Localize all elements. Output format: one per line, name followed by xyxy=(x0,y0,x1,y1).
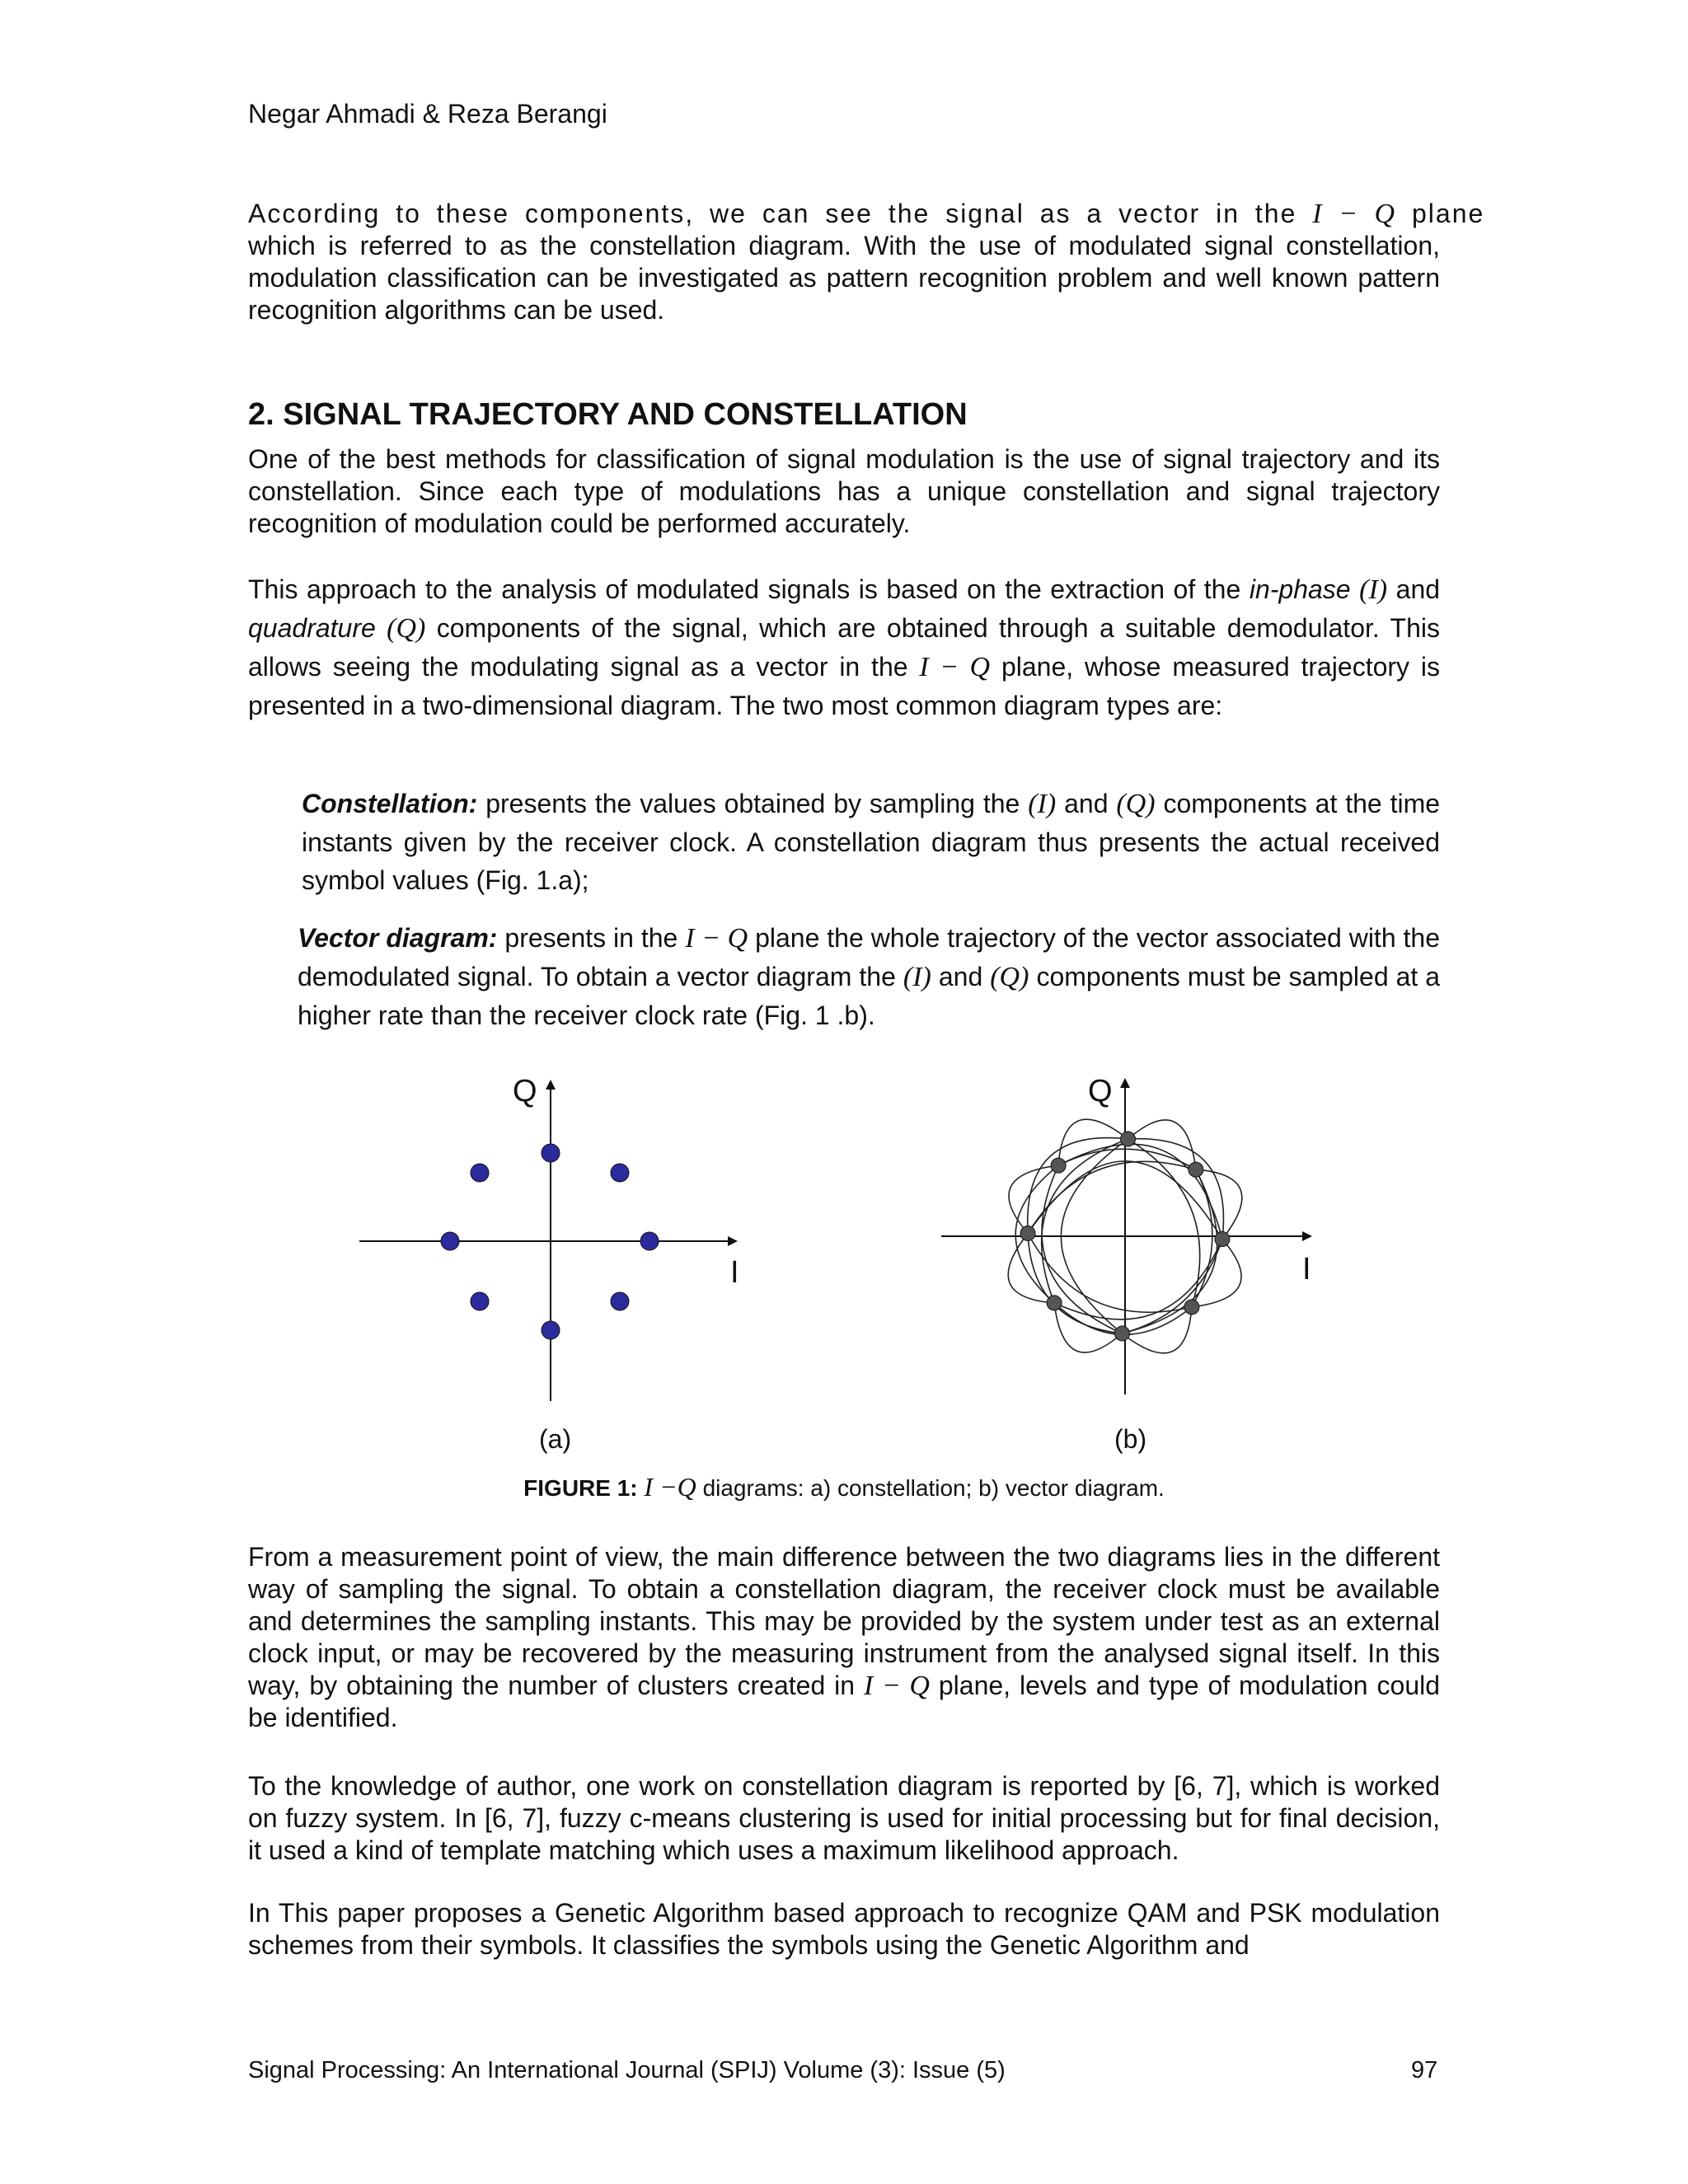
constellation-point xyxy=(441,1232,459,1250)
trajectory-symbol xyxy=(1215,1232,1230,1247)
trajectory-curve xyxy=(1128,1139,1200,1307)
trajectory-symbol xyxy=(1114,1326,1129,1341)
body-paragraph-5: In This paper proposes a Genetic Algorithm based approach to recognize QAM and PSK modulation schemes from their symbols. It classifies the symbols using the Genetic Algorithm and xyxy=(248,1898,1440,1960)
constellation-point xyxy=(611,1292,629,1310)
subfigure-label-b: (b) xyxy=(1114,1424,1147,1454)
trajectory-curve xyxy=(1128,1139,1224,1240)
body-paragraph-3: From a measurement point of view, the main difference between the two diagrams lies in the different way of sampling the signal. To obtain a constellation diagram, the receiver clock must be available and determines the sampling instants. This may be provided by the system under test as an external clock input, or may be recovered by the measuring instrument from the analysed signal itself. In this way, by obtaining the number of clusters created in I − Q plane, levels and type of modulation could be identified. xyxy=(248,1542,1441,1732)
section-title: 2. SIGNAL TRAJECTORY AND CONSTELLATION xyxy=(248,397,968,432)
body-paragraph-4: To the knowledge of author, one work on constellation diagram is reported by [6, 7], which is worked on fuzzy system. In [6, 7], fuzzy c-means clustering is used for initial processing but for final decision, it used a kind of template matching which uses a maximum likelihood approach. xyxy=(248,1771,1440,1865)
constellation-point xyxy=(471,1292,489,1310)
figure-caption: FIGURE 1: I −Q diagrams: a) constellation; b) vector diagram. xyxy=(523,1472,1165,1502)
constellation-point xyxy=(542,1321,560,1339)
vector-diagram xyxy=(941,1074,1311,1394)
vector-diagram-term: Vector diagram: xyxy=(298,923,498,953)
trajectory-curve xyxy=(1192,1169,1212,1307)
trajectory-symbol xyxy=(1121,1132,1136,1146)
trajectory-curve xyxy=(1122,1240,1221,1333)
trajectory-symbol xyxy=(1020,1226,1035,1240)
trajectory-loop xyxy=(1008,1233,1054,1302)
constellation-point xyxy=(542,1144,560,1162)
trajectory-symbol xyxy=(1189,1162,1203,1177)
trajectory-curve xyxy=(1028,1161,1196,1233)
constellation-point xyxy=(611,1164,629,1182)
constellation-point xyxy=(471,1164,489,1182)
trajectory-curve xyxy=(1122,1169,1217,1333)
q-axis-label-b: Q xyxy=(1088,1074,1113,1108)
constellation-diagram xyxy=(359,1074,739,1401)
constellation-term: Constellation: xyxy=(302,789,478,818)
intro-line1-pre: According to these components, we can see the signal as a vector in the xyxy=(248,199,1297,228)
constellation-point xyxy=(640,1232,659,1250)
intro-line1-post: plane xyxy=(1411,199,1485,228)
page-number: 97 xyxy=(1411,2057,1438,2083)
intro-rest: which is referred to as the constellation diagram. With the use of modulated signal constellation, modulation classification can be investigated as pattern recognition problem and well known pattern recognition algorithms can be used. xyxy=(248,231,1440,325)
iq-symbol: I − Q xyxy=(1312,199,1397,229)
trajectory-symbol xyxy=(1047,1296,1062,1310)
q-axis-label: Q xyxy=(513,1074,537,1108)
trajectory-symbol xyxy=(1184,1300,1199,1315)
constellation-item: Constellation: presents the values obtained by sampling the (I) and (Q) components at the time instants given by the receiver clock. A constellation diagram thus presents the actual received symbol values (Fig. 1.a); xyxy=(302,789,1441,895)
trajectory-symbol xyxy=(1051,1158,1066,1173)
vector-diagram-item: Vector diagram: presents in the I − Q plane the whole trajectory of the vector associated with the demodulated signal. To obtain a vector diagram the (I) and (Q) components must be sampled at a higher rate than the receiver clock rate (Fig. 1 .b). xyxy=(298,923,1441,1030)
trajectory-loop xyxy=(1054,1303,1122,1352)
section-paragraph-1: One of the best methods for classification of signal modulation is the use of signal trajectory and its constellation. Since each type of modulations has a unique constellation and signal trajectory recognition of modulation could be performed accurately. xyxy=(248,444,1440,538)
i-axis-label-b: I xyxy=(1302,1252,1311,1286)
subfigure-label-a: (a) xyxy=(539,1424,572,1454)
running-header: Negar Ahmadi & Reza Berangi xyxy=(248,99,607,129)
i-axis-label: I xyxy=(730,1255,739,1290)
trajectory-loop xyxy=(1058,1119,1128,1165)
section-paragraph-2: This approach to the analysis of modulated signals is based on the extraction of the in-phase (I) and quadrature (Q) components of the signal, which are obtained through a suitable demodulator. This allows seeing the modulating signal as a vector in the I − Q plane, whose measured trajectory is presented in a two-dimensional diagram. The two most common diagram types are: xyxy=(248,574,1441,720)
trajectory-curve xyxy=(1058,1144,1222,1239)
journal-footer: Signal Processing: An International Journal (SPIJ) Volume (3): Issue (5) xyxy=(248,2057,1006,2083)
